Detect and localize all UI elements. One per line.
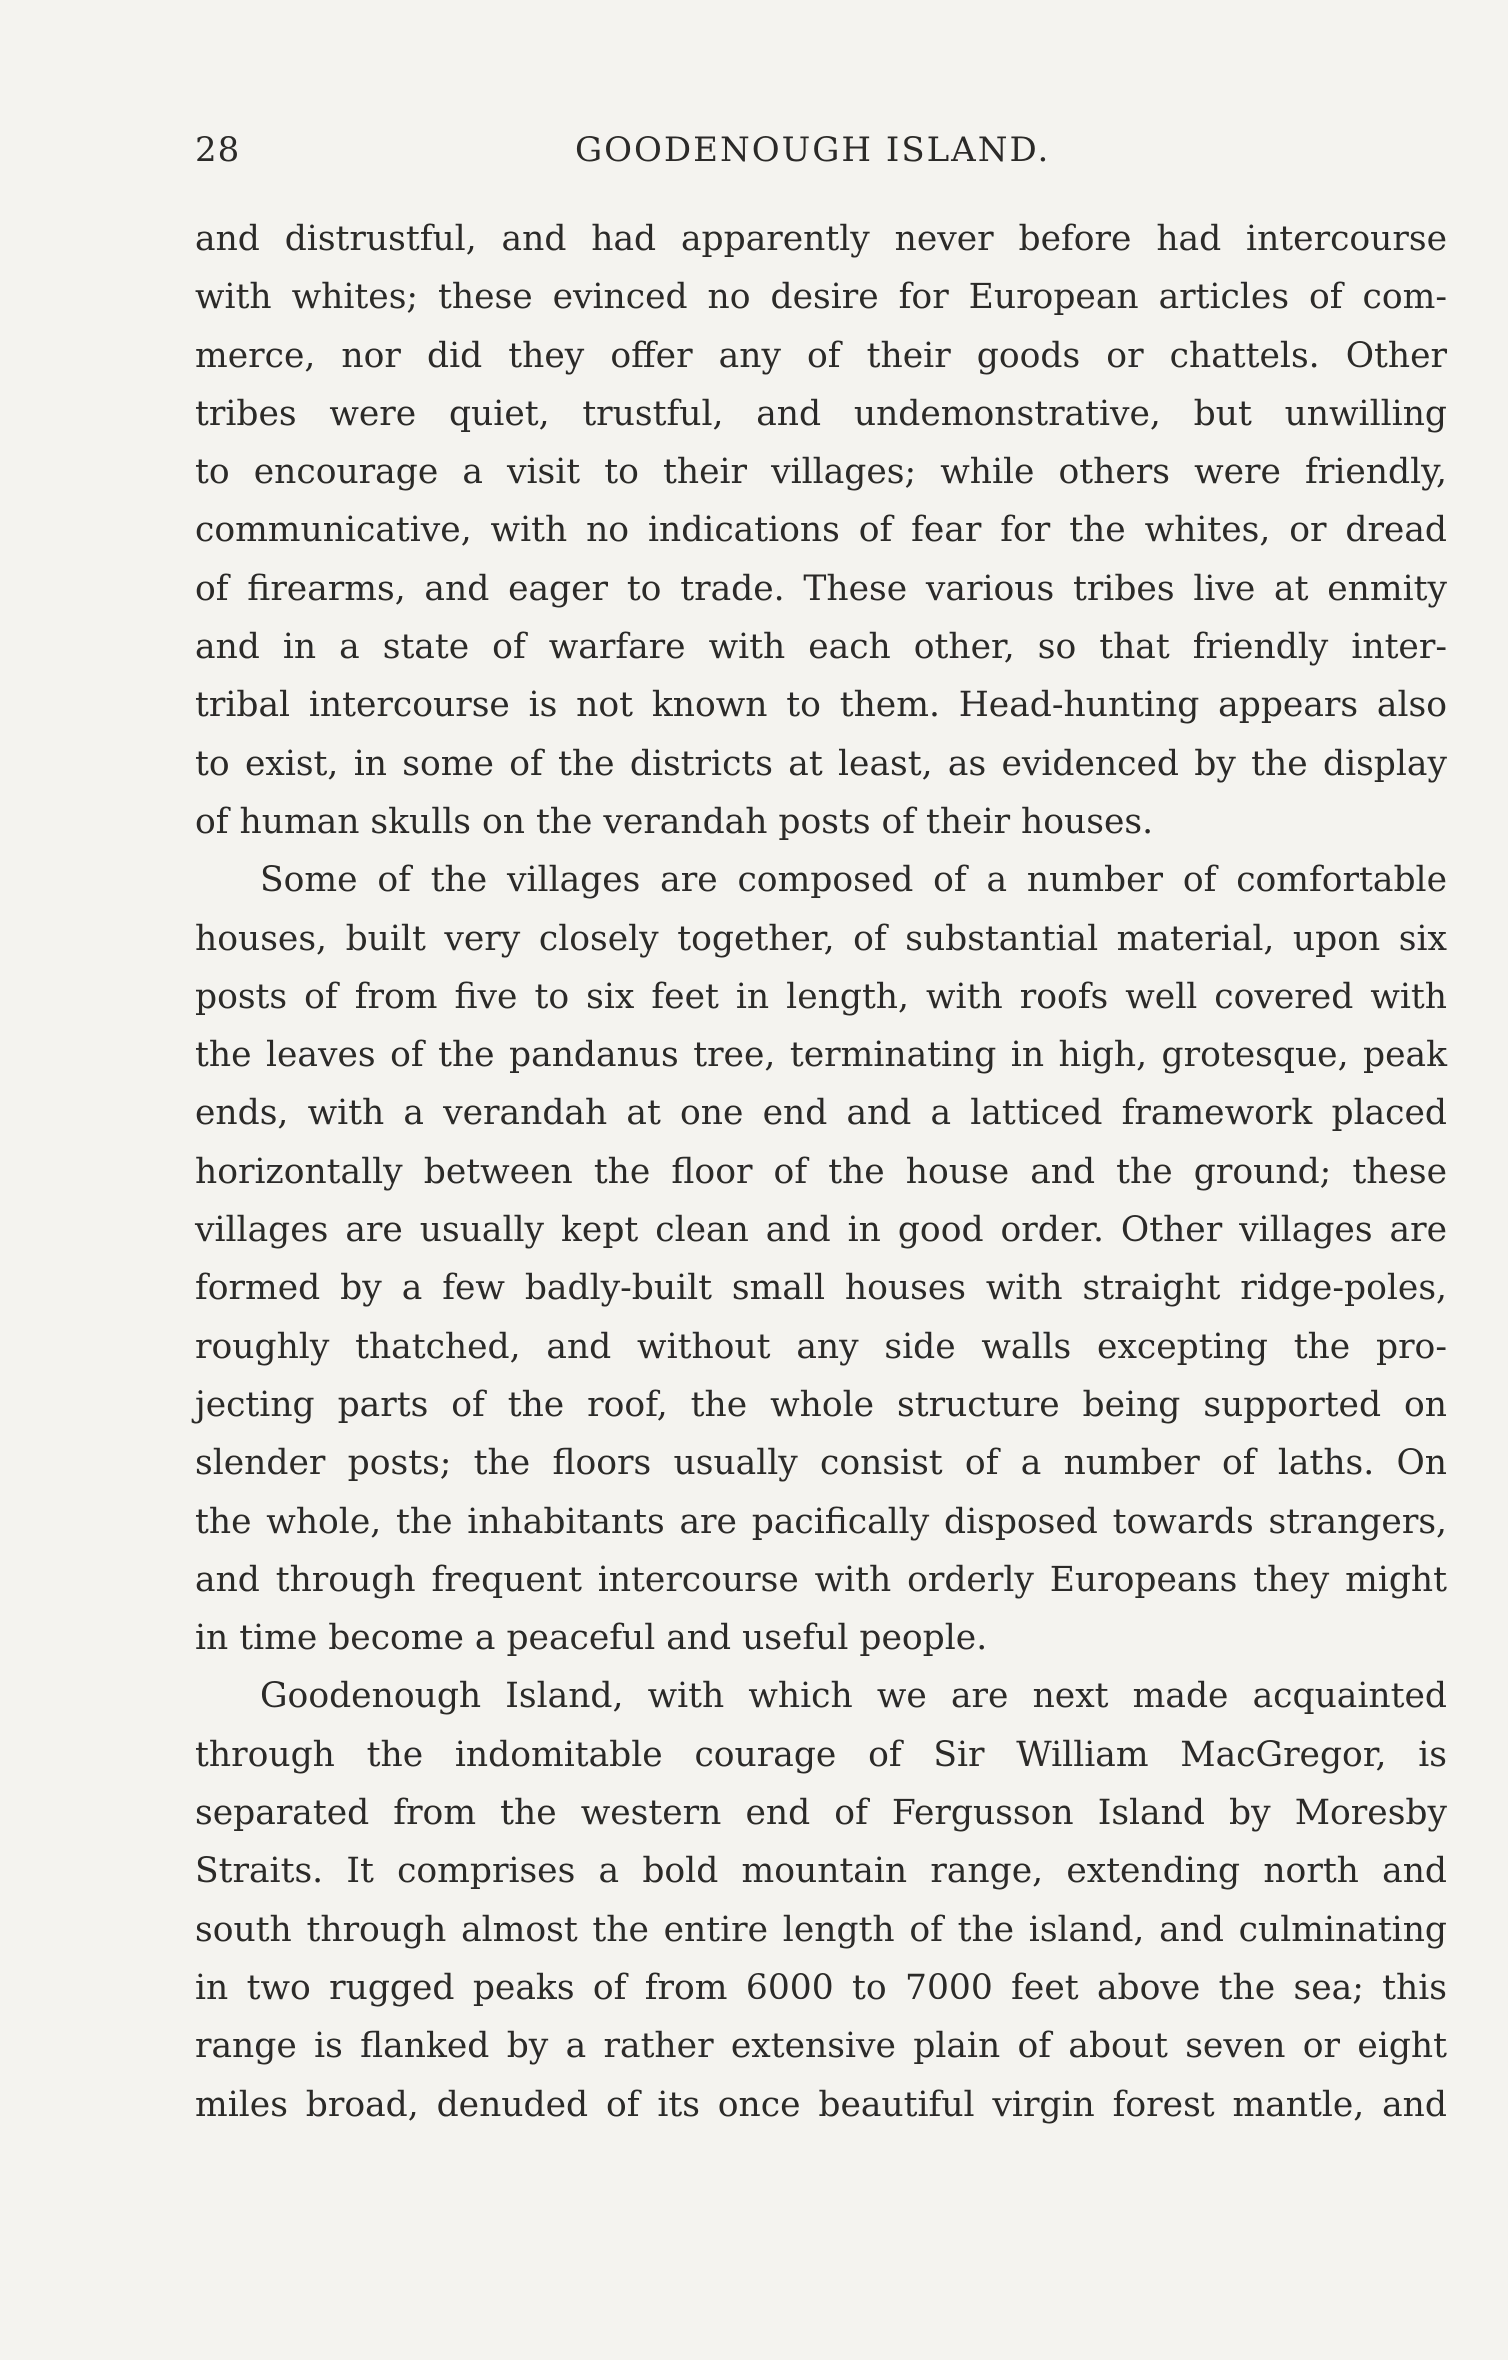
text-line: merce, nor did they offer any of their goods or chattels. Other (195, 335, 1447, 376)
text-line: Straits. It comprises a bold mountain range, extending north and (195, 1851, 1447, 1892)
text-line: and in a state of warfare with each other, so that friendly inter- (195, 627, 1447, 668)
text-line: through the indomitable courage of Sir William MacGregor, is (195, 1734, 1447, 1775)
paragraph-end-line: in time become a peaceful and useful people. (195, 1618, 988, 1659)
text-line: slender posts; the floors usually consist of a number of laths. On (195, 1443, 1447, 1484)
text-line: houses, built very closely together, of substantial material, upon six (195, 918, 1447, 959)
paragraph-first-line: Goodenough Island, with which we are next made acquainted (260, 1676, 1447, 1717)
text-line: villages are usually kept clean and in good order. Other villages are (195, 1210, 1447, 1251)
text-line: miles broad, denuded of its once beautiful virgin forest mantle, and (195, 2084, 1447, 2125)
text-line: and distrustful, and had apparently never before had intercourse (195, 219, 1447, 259)
text-line: to exist, in some of the districts at least, as evidenced by the display (195, 743, 1447, 784)
text-line: jecting parts of the roof, the whole structure being supported on (195, 1384, 1447, 1425)
text-line: horizontally between the floor of the house and the ground; these (195, 1151, 1447, 1192)
running-title: GOODENOUGH ISLAND. (575, 130, 1051, 170)
text-line: roughly thatched, and without any side walls excepting the pro- (195, 1326, 1447, 1367)
body-text (195, 210, 1447, 2134)
paragraph-end-line: of human skulls on the verandah posts of their houses. (195, 801, 1154, 842)
text-line: formed by a few badly-built small houses with straight ridge-poles, (195, 1268, 1447, 1309)
paragraph-first-line: Some of the villages are composed of a number of comfortable (260, 860, 1447, 901)
text-line: to encourage a visit to their villages; while others were friendly, (195, 452, 1447, 493)
text-line: in two rugged peaks of from 6000 to 7000 feet above the sea; this (195, 1967, 1447, 2008)
text-line: the leaves of the pandanus tree, terminating in high, grotesque, peak (195, 1035, 1447, 1076)
text-line: posts of from five to six feet in length, with roofs well covered with (195, 976, 1447, 1017)
text-line: separated from the western end of Fergusson Island by Moresby (195, 1793, 1447, 1834)
text-line: with whites; these evinced no desire for European articles of com- (195, 277, 1447, 318)
running-head (195, 130, 1447, 190)
page-number: 28 (195, 130, 241, 170)
text-line: tribal intercourse is not known to them. Head-hunting appears also (195, 685, 1447, 726)
text-line: range is flanked by a rather extensive plain of about seven or eight (195, 2026, 1447, 2067)
text-line: the whole, the inhabitants are pacifically disposed towards strangers, (195, 1501, 1447, 1542)
text-line: communicative, with no indications of fear for the whites, or dread (195, 510, 1447, 551)
text-line: south through almost the entire length of the island, and culminating (195, 1909, 1447, 1950)
text-line: tribes were quiet, trustful, and undemonstrative, but unwilling (195, 393, 1447, 434)
text-line: of firearms, and eager to trade. These various tribes live at enmity (195, 568, 1447, 609)
text-line: ends, with a verandah at one end and a latticed framework placed (195, 1093, 1447, 1134)
text-line: and through frequent intercourse with orderly Europeans they might (195, 1559, 1447, 1600)
